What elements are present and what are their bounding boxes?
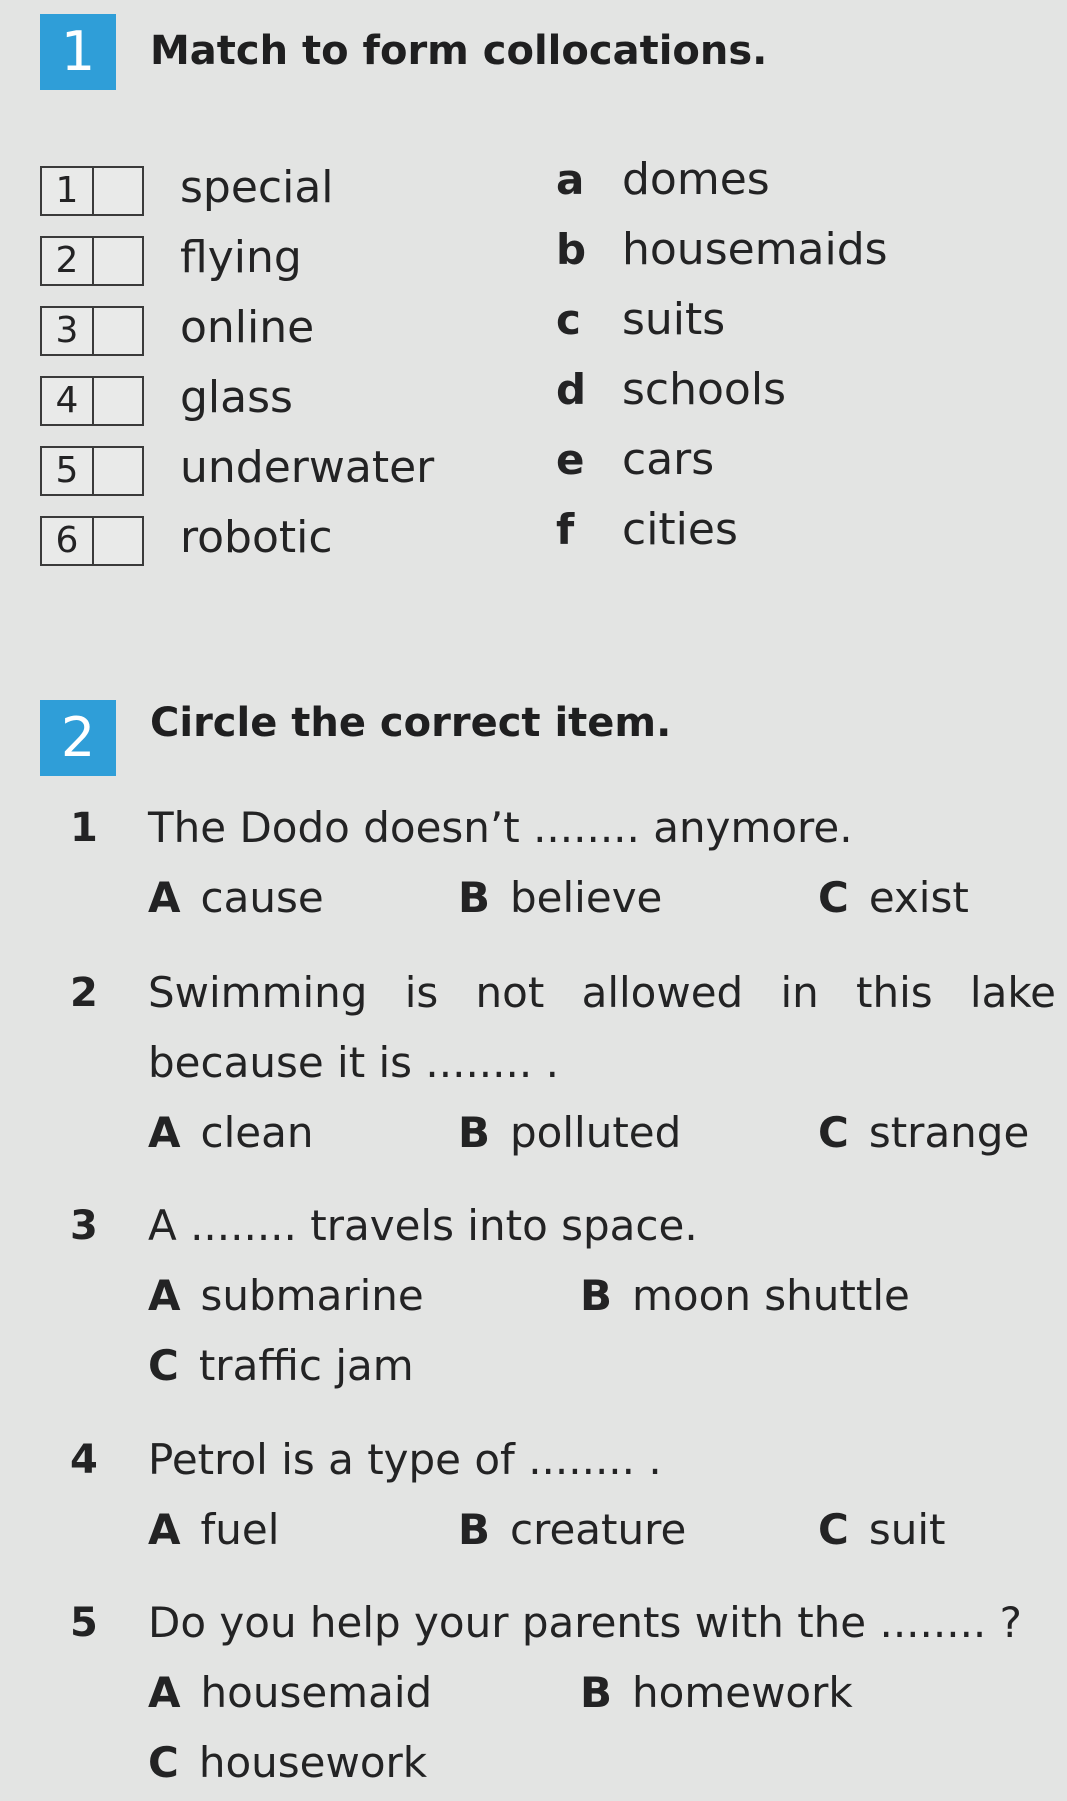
choice-letter: A bbox=[148, 873, 181, 922]
q5-choice-c[interactable] bbox=[148, 1735, 427, 1791]
answer-box-1[interactable] bbox=[40, 166, 144, 216]
option-word-c: suits bbox=[622, 294, 726, 345]
question-4-number: 4 bbox=[70, 1437, 98, 1483]
option-letter-d: d bbox=[556, 365, 587, 414]
exercise-2-title: Circle the correct item. bbox=[150, 700, 672, 746]
choice-letter: A bbox=[148, 1505, 181, 1554]
question-5-text: Do you help your parents with the ........ ? bbox=[148, 1598, 1022, 1647]
choice-letter: B bbox=[458, 873, 491, 922]
item-number: 2 bbox=[55, 240, 79, 281]
answer-box-6[interactable] bbox=[40, 516, 144, 566]
item-number: 4 bbox=[55, 380, 79, 421]
choice-text: believe bbox=[510, 873, 663, 922]
choice-text: strange bbox=[868, 1108, 1030, 1157]
q2-choice-b[interactable] bbox=[458, 1105, 681, 1161]
choice-letter: C bbox=[818, 1505, 849, 1554]
question-3-text: A ........ travels into space. bbox=[148, 1201, 698, 1250]
q2-choice-a[interactable] bbox=[148, 1105, 313, 1161]
question-5-number: 5 bbox=[70, 1600, 98, 1646]
answer-box-5[interactable] bbox=[40, 446, 144, 496]
exercise-1-title: Match to form collocations. bbox=[150, 28, 768, 74]
choice-text: suit bbox=[868, 1505, 946, 1554]
choice-text: fuel bbox=[200, 1505, 280, 1554]
choice-text: homework bbox=[632, 1668, 853, 1717]
item-word: online bbox=[180, 302, 315, 353]
choice-text: clean bbox=[200, 1108, 314, 1157]
q4-choice-a[interactable] bbox=[148, 1502, 279, 1558]
question-1-text: The Dodo doesn’t ........ anymore. bbox=[148, 803, 853, 852]
choice-text: exist bbox=[868, 873, 969, 922]
choice-letter: A bbox=[148, 1108, 181, 1157]
choice-text: creature bbox=[510, 1505, 687, 1554]
option-letter-c: c bbox=[556, 295, 581, 344]
choice-text: submarine bbox=[200, 1271, 424, 1320]
item-number: 6 bbox=[55, 520, 79, 561]
question-4-text: Petrol is a type of ........ . bbox=[148, 1435, 662, 1484]
item-number: 1 bbox=[55, 170, 79, 211]
q4-choice-b[interactable] bbox=[458, 1502, 686, 1558]
choice-text: moon shuttle bbox=[632, 1271, 910, 1320]
choice-letter: B bbox=[458, 1505, 491, 1554]
question-1-number: 1 bbox=[70, 805, 98, 851]
question-2-number: 2 bbox=[70, 970, 98, 1016]
option-letter-f: f bbox=[556, 505, 575, 554]
choice-text: polluted bbox=[510, 1108, 682, 1157]
choice-letter: C bbox=[148, 1341, 179, 1390]
q3-choice-b[interactable] bbox=[580, 1268, 910, 1324]
exercise-1-number: 1 bbox=[40, 14, 116, 90]
item-word: underwater bbox=[180, 442, 435, 493]
exercise-2-number: 2 bbox=[40, 700, 116, 776]
option-letter-b: b bbox=[556, 225, 587, 274]
q5-choice-b[interactable] bbox=[580, 1665, 853, 1721]
item-word: glass bbox=[180, 372, 293, 423]
question-2-text-line-2: because it is ........ . bbox=[148, 1038, 559, 1087]
option-word-a: domes bbox=[622, 154, 770, 205]
q3-choice-c[interactable] bbox=[148, 1338, 414, 1394]
item-number: 5 bbox=[55, 450, 79, 491]
item-word: flying bbox=[180, 232, 302, 283]
q5-choice-a[interactable] bbox=[148, 1665, 432, 1721]
answer-box-4[interactable] bbox=[40, 376, 144, 426]
option-word-d: schools bbox=[622, 364, 786, 415]
choice-letter: B bbox=[580, 1668, 613, 1717]
choice-text: housemaid bbox=[200, 1668, 433, 1717]
option-letter-a: a bbox=[556, 155, 585, 204]
choice-letter: A bbox=[148, 1668, 181, 1717]
choice-text: cause bbox=[200, 873, 324, 922]
option-word-f: cities bbox=[622, 504, 738, 555]
q1-choice-c[interactable] bbox=[818, 870, 969, 926]
q2-choice-c[interactable] bbox=[818, 1105, 1029, 1161]
choice-letter: C bbox=[818, 1108, 849, 1157]
answer-box-2[interactable] bbox=[40, 236, 144, 286]
choice-letter: B bbox=[458, 1108, 491, 1157]
choice-letter: C bbox=[818, 873, 849, 922]
option-letter-e: e bbox=[556, 435, 585, 484]
choice-text: housework bbox=[198, 1738, 428, 1787]
option-word-b: housemaids bbox=[622, 224, 888, 275]
question-2-text-line-1: Swimming is not allowed in this lake bbox=[148, 968, 1056, 1017]
item-number: 3 bbox=[55, 310, 79, 351]
q3-choice-a[interactable] bbox=[148, 1268, 424, 1324]
answer-box-3[interactable] bbox=[40, 306, 144, 356]
choice-letter: B bbox=[580, 1271, 613, 1320]
q4-choice-c[interactable] bbox=[818, 1502, 945, 1558]
item-word: robotic bbox=[180, 512, 333, 563]
choice-text: traffic jam bbox=[198, 1341, 414, 1390]
option-word-e: cars bbox=[622, 434, 715, 485]
q1-choice-b[interactable] bbox=[458, 870, 662, 926]
choice-letter: A bbox=[148, 1271, 181, 1320]
question-3-number: 3 bbox=[70, 1203, 98, 1249]
item-word: special bbox=[180, 162, 334, 213]
choice-letter: C bbox=[148, 1738, 179, 1787]
q1-choice-a[interactable] bbox=[148, 870, 324, 926]
